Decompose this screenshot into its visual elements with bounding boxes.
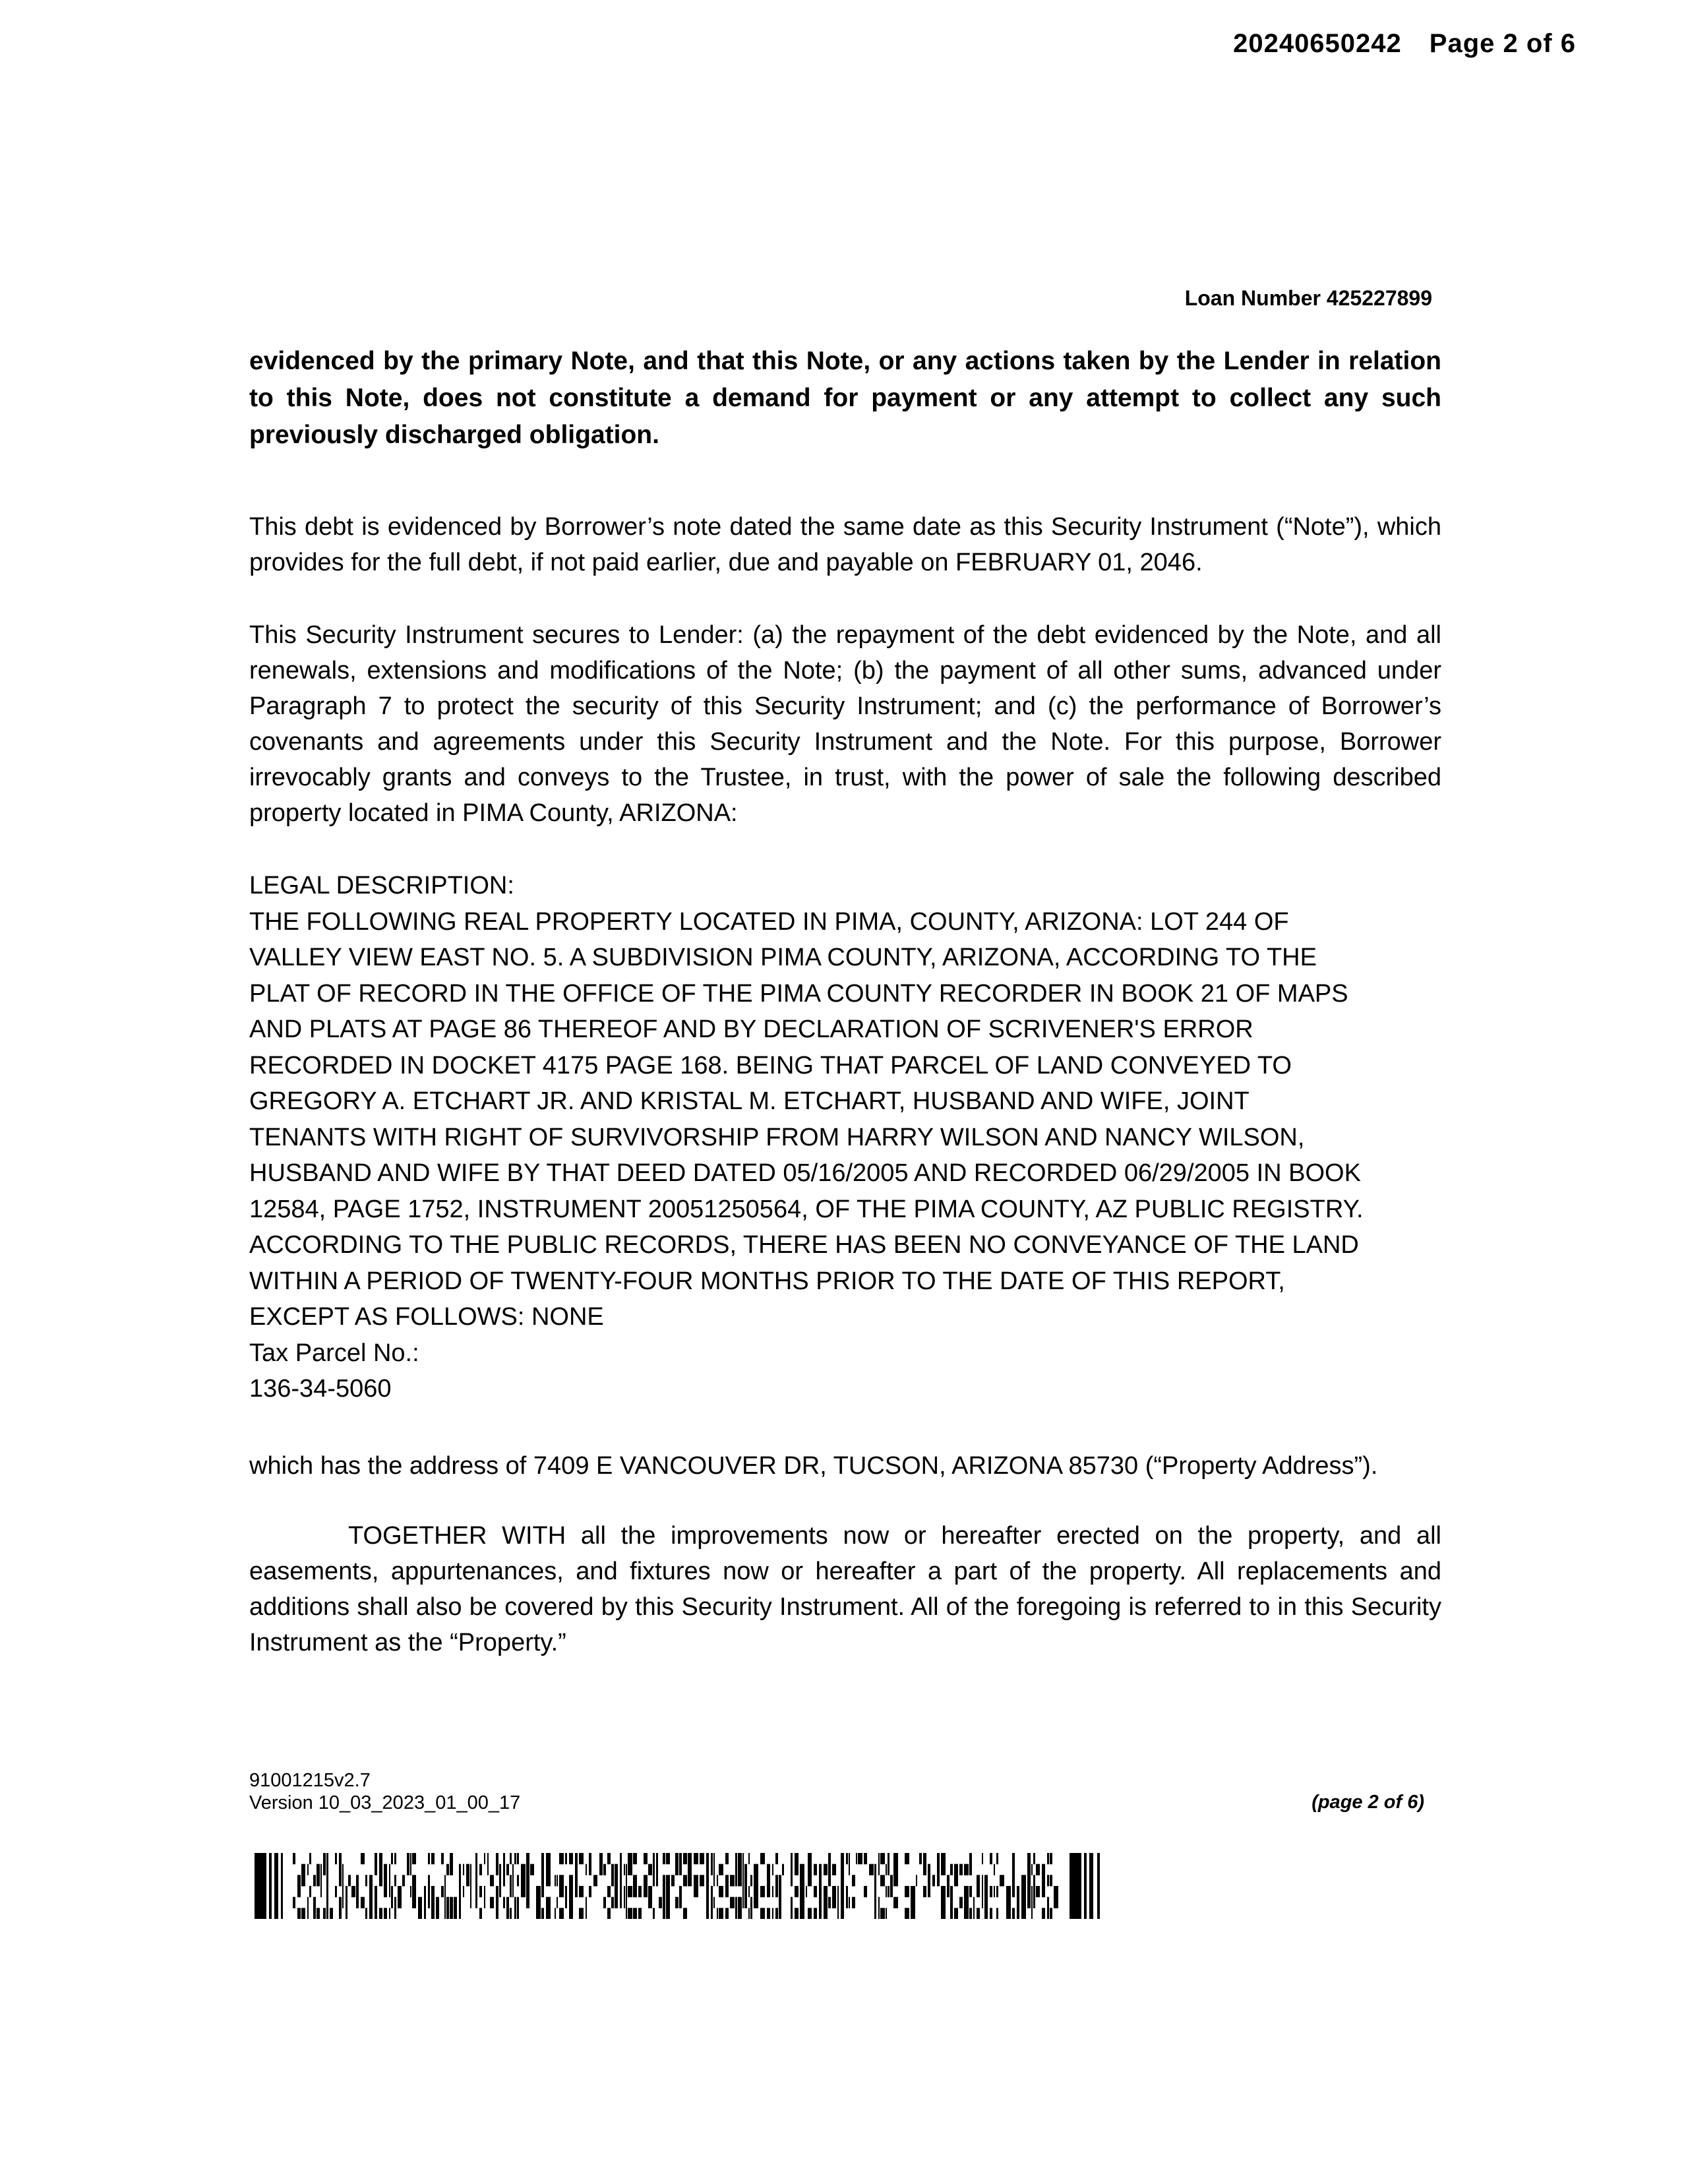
barcode-image bbox=[255, 1853, 1101, 1919]
legal-line: THE FOLLOWING REAL PROPERTY LOCATED IN PIMA, COUNTY, ARIZONA: LOT 244 OF bbox=[249, 907, 1289, 936]
footer-form-info bbox=[249, 1769, 520, 1814]
form-version: Version 10_03_2023_01_00_17 bbox=[249, 1792, 521, 1813]
recording-header bbox=[1233, 29, 1576, 59]
secures-paragraph: This Security Instrument secures to Lender: (a) the repayment of the debt evidenced by the Note, and all renewals, extensions and modifications of the Note; (b) the payment of all other sums, advanced under Paragraph 7 to protect the security of this Security Instrument; and (c) the performance of Borrower’s covenants and agreements under this Security Instrument and the Note. For this purpose, Borrower irrevocably grants and conveys to the Trustee, in trust, with the power of sale the following described property located in PIMA County, ARIZONA: bbox=[249, 621, 1441, 827]
legal-line: 12584, PAGE 1752, INSTRUMENT 20051250564, OF THE PIMA COUNTY, AZ PUBLIC REGISTRY. bbox=[249, 1195, 1364, 1223]
debt-paragraph: This debt is evidenced by Borrower’s note dated the same date as this Security Instrument (“Note”), which provides for the full debt, if not paid earlier, due and payable on FEBRUARY 01, 2046. bbox=[249, 513, 1441, 576]
document-body bbox=[249, 343, 1441, 1660]
form-id: 91001215v2.7 bbox=[249, 1770, 371, 1791]
tax-parcel-number: 136-34-5060 bbox=[249, 1375, 392, 1403]
property-address-paragraph: which has the address of 7409 E VANCOUVER DR, TUCSON, ARIZONA 85730 (“Property Address”). bbox=[249, 1451, 1378, 1480]
legal-line: AND PLATS AT PAGE 86 THEREOF AND BY DECLARATION OF SCRIVENER'S ERROR bbox=[249, 1016, 1253, 1043]
legal-line: HUSBAND AND WIFE BY THAT DEED DATED 05/16/2005 AND RECORDED 06/29/2005 IN BOOK bbox=[249, 1159, 1361, 1187]
legal-line: WITHIN A PERIOD OF TWENTY-FOUR MONTHS PRIOR TO THE DATE OF THIS REPORT, bbox=[249, 1267, 1285, 1295]
tax-parcel-label: Tax Parcel No.: bbox=[249, 1339, 419, 1367]
legal-line: VALLEY VIEW EAST NO. 5. A SUBDIVISION PIMA COUNTY, ARIZONA, ACCORDING TO THE bbox=[249, 944, 1317, 971]
page-indicator: Page 2 of 6 bbox=[1429, 29, 1576, 58]
footer-page-note: (page 2 of 6) bbox=[1311, 1792, 1424, 1813]
bold-intro-paragraph: evidenced by the primary Note, and that this Note, or any actions taken by the Lender in relation to this Note, does not constitute a demand for payment or any attempt to collect any such previously discharged obligation. bbox=[249, 347, 1441, 449]
loan-number: Loan Number 425227899 bbox=[1184, 286, 1432, 310]
legal-line: RECORDED IN DOCKET 4175 PAGE 168. BEING THAT PARCEL OF LAND CONVEYED TO bbox=[249, 1051, 1292, 1079]
legal-description bbox=[249, 868, 1441, 1407]
legal-description-heading: LEGAL DESCRIPTION: bbox=[249, 872, 514, 899]
legal-line: TENANTS WITH RIGHT OF SURVIVORSHIP FROM HARRY WILSON AND NANCY WILSON, bbox=[249, 1123, 1305, 1151]
legal-line: GREGORY A. ETCHART JR. AND KRISTAL M. ETCHART, HUSBAND AND WIFE, JOINT bbox=[249, 1087, 1250, 1115]
legal-line: EXCEPT AS FOLLOWS: NONE bbox=[249, 1303, 604, 1331]
legal-line: PLAT OF RECORD IN THE OFFICE OF THE PIMA COUNTY RECORDER IN BOOK 21 OF MAPS bbox=[249, 979, 1348, 1008]
together-with-paragraph: TOGETHER WITH all the improvements now or hereafter erected on the property, and all easements, appurtenances, and fixtures now or hereafter a part of the property. All replacements and additions shall also be covered by this Security Instrument. All of the foregoing is referred to in this Security Instrument as the “Property.” bbox=[249, 1521, 1441, 1656]
legal-line: ACCORDING TO THE PUBLIC RECORDS, THERE HAS BEEN NO CONVEYANCE OF THE LAND bbox=[249, 1231, 1359, 1259]
document-number: 20240650242 bbox=[1233, 29, 1402, 58]
